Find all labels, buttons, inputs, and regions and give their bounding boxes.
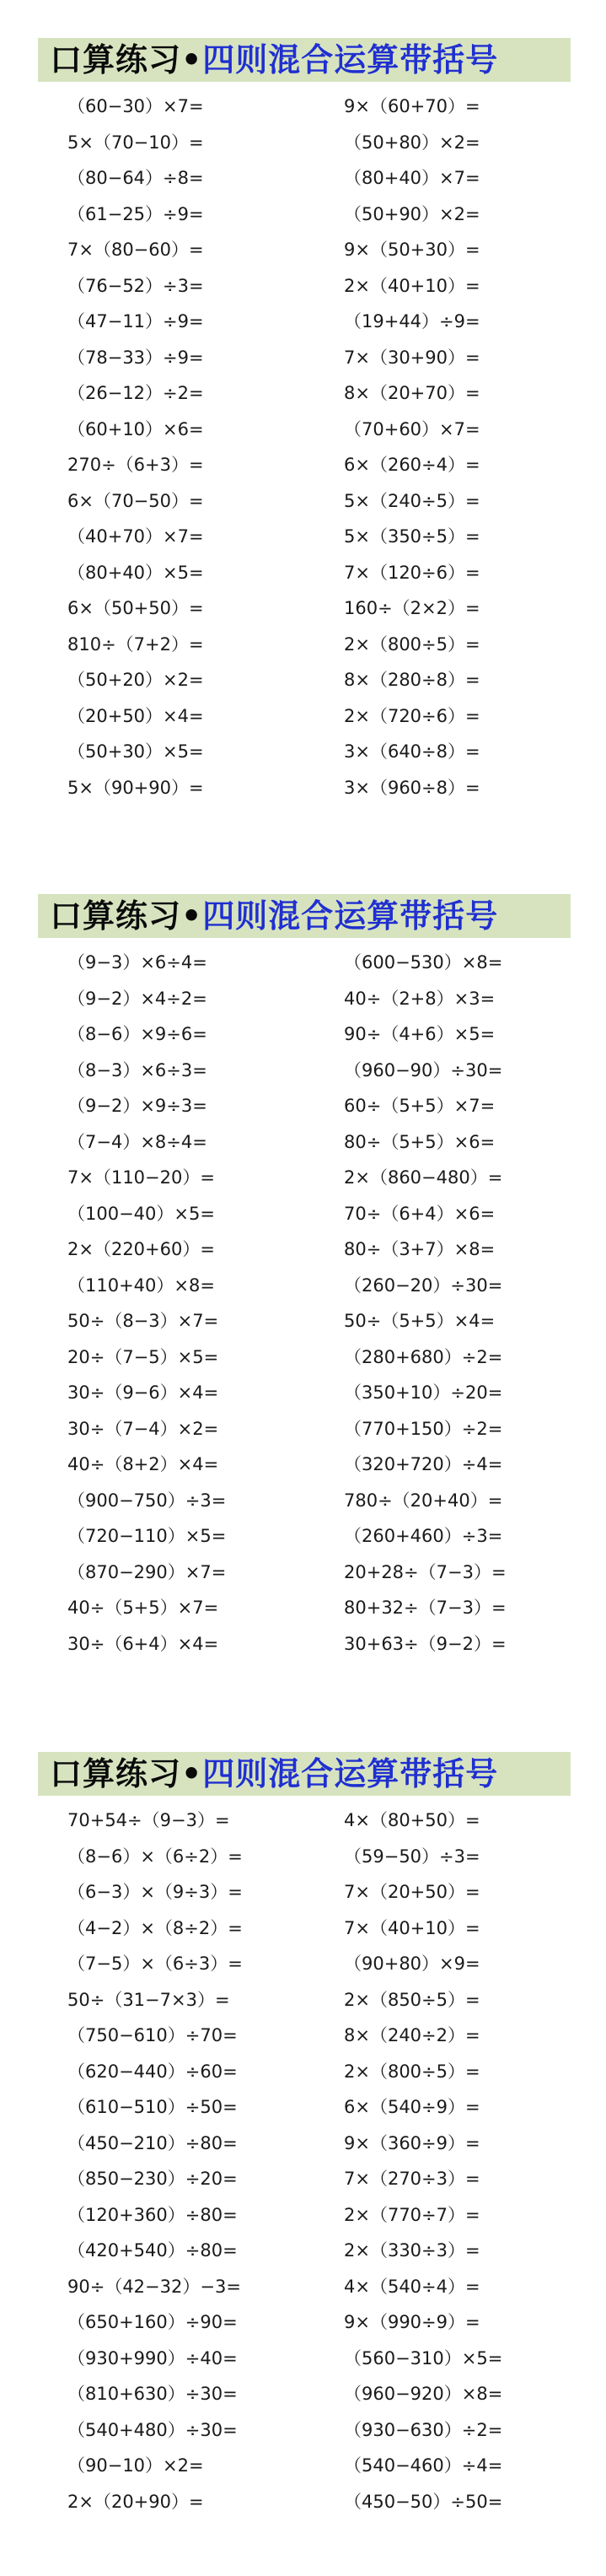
problem-right: 7×（30+90）= bbox=[344, 347, 480, 368]
problem-left: （90−10）×2= bbox=[67, 2455, 204, 2476]
problem-row bbox=[0, 1129, 606, 1166]
problem-left: （9−3）×6÷4= bbox=[67, 952, 207, 973]
problem-row bbox=[0, 237, 606, 273]
problem-right: 4×（540÷4）= bbox=[344, 2276, 480, 2297]
problem-left: 40÷（5+5）×7= bbox=[67, 1598, 219, 1618]
problem-row bbox=[0, 1879, 606, 1916]
section-title bbox=[38, 1752, 498, 1796]
problem-left: （850−230）÷20= bbox=[67, 2169, 238, 2189]
problem-right: 9×（360÷9）= bbox=[344, 2132, 480, 2153]
problem-row bbox=[0, 452, 606, 488]
problem-right: 780÷（20+40）= bbox=[344, 1490, 503, 1511]
problem-row bbox=[0, 524, 606, 560]
problem-row bbox=[0, 2489, 606, 2525]
problem-left: 30÷（6+4）×4= bbox=[67, 1633, 219, 1654]
title-part-topic: 四则混合运算带括号 bbox=[202, 897, 499, 935]
problem-left: 2×（20+90）= bbox=[67, 2491, 204, 2512]
problem-right: （50+80）×2= bbox=[344, 132, 480, 153]
problem-list bbox=[0, 950, 606, 1667]
problem-row bbox=[0, 273, 606, 310]
problem-right: 2×（800÷5）= bbox=[344, 2061, 480, 2082]
problem-row bbox=[0, 595, 606, 632]
problem-row bbox=[0, 488, 606, 525]
problem-row bbox=[0, 1416, 606, 1452]
problem-right: 80÷（3+7）×8= bbox=[344, 1239, 496, 1259]
problem-right: （59−50）÷3= bbox=[344, 1846, 480, 1867]
problem-left: （40+70）×7= bbox=[67, 526, 204, 547]
problem-row bbox=[0, 380, 606, 417]
problem-right: 8×（20+70）= bbox=[344, 383, 480, 403]
problem-right: 60÷（5+5）×7= bbox=[344, 1096, 496, 1116]
problem-right: 90÷（4+6）×5= bbox=[344, 1024, 496, 1044]
problem-right: （450−50）÷50= bbox=[344, 2491, 503, 2512]
problem-right: （540−460）÷4= bbox=[344, 2455, 503, 2476]
problem-row bbox=[0, 1844, 606, 1880]
section-title-banner bbox=[38, 1752, 571, 1796]
problem-left: （930+990）÷40= bbox=[67, 2347, 238, 2369]
problem-row bbox=[0, 1452, 606, 1488]
problem-row bbox=[0, 739, 606, 775]
problem-row bbox=[0, 667, 606, 703]
problem-right: 40÷（2+8）×3= bbox=[344, 988, 496, 1009]
problem-row bbox=[0, 2023, 606, 2059]
problem-row bbox=[0, 1058, 606, 1094]
problem-right: 160÷（2×2）= bbox=[344, 598, 480, 618]
problem-left: 5×（90+90）= bbox=[67, 777, 204, 798]
problem-row bbox=[0, 1380, 606, 1416]
problem-left: 90÷（42−32）−3= bbox=[67, 2276, 241, 2297]
problem-right: （960−920）×8= bbox=[344, 2384, 503, 2404]
problem-row bbox=[0, 1165, 606, 1201]
problem-right: （560−310）×5= bbox=[344, 2347, 503, 2369]
problem-right: 3×（640÷8）= bbox=[344, 741, 480, 762]
problem-right: （350+10）÷20= bbox=[344, 1382, 503, 1403]
problem-right: 2×（720÷6）= bbox=[344, 705, 480, 726]
problem-left: 20÷（7−5）×5= bbox=[67, 1346, 219, 1367]
problem-left: （60+10）×6= bbox=[67, 418, 204, 439]
problem-left: （26−12）÷2= bbox=[67, 383, 204, 403]
problem-row bbox=[0, 202, 606, 238]
problem-left: （720−110）×5= bbox=[67, 1526, 227, 1546]
problem-left: （420+540）÷80= bbox=[67, 2240, 238, 2261]
problem-row bbox=[0, 2309, 606, 2346]
problem-right: 3×（960÷8）= bbox=[344, 777, 480, 798]
problem-left: 810÷（7+2）= bbox=[67, 633, 204, 655]
problem-right: （19+44）÷9= bbox=[344, 311, 480, 331]
problem-right: 8×（280÷8）= bbox=[344, 670, 480, 690]
problem-left: （7−4）×8÷4= bbox=[67, 1131, 207, 1152]
problem-row bbox=[0, 1560, 606, 1596]
problem-row bbox=[0, 1987, 606, 2024]
problem-left: （450−210）÷80= bbox=[67, 2132, 238, 2153]
problem-right: 20+28÷（7−3）= bbox=[344, 1561, 507, 1582]
problem-left: 50÷（31−7×3）= bbox=[67, 1989, 230, 2010]
problem-list bbox=[0, 94, 606, 811]
problem-left: 30÷（9−6）×4= bbox=[67, 1382, 219, 1403]
problem-left: （620−440）÷60= bbox=[67, 2061, 238, 2082]
problem-left: （650+160）÷90= bbox=[67, 2312, 238, 2332]
problem-row bbox=[0, 1308, 606, 1345]
title-part-topic: 四则混合运算带括号 bbox=[202, 41, 499, 78]
problem-left: （50+30）×5= bbox=[67, 741, 204, 762]
problem-left: （4−2）×（8÷2）= bbox=[67, 1917, 243, 1938]
section-title bbox=[38, 38, 498, 82]
problem-right: 9×（50+30）= bbox=[344, 240, 480, 260]
problem-right: 8×（240÷2）= bbox=[344, 2025, 480, 2045]
problem-row bbox=[0, 309, 606, 345]
problem-left: （7−5）×（6÷3）= bbox=[67, 1954, 243, 1974]
problem-left: 7×（80−60）= bbox=[67, 240, 204, 260]
problem-left: （6−3）×（9÷3）= bbox=[67, 1882, 243, 1902]
problem-row bbox=[0, 2274, 606, 2310]
problem-right: （600−530）×8= bbox=[344, 952, 503, 973]
problem-row bbox=[0, 165, 606, 202]
problem-row bbox=[0, 2059, 606, 2095]
problem-right: （70+60）×7= bbox=[344, 418, 480, 439]
problem-left: （750−610）÷70= bbox=[67, 2025, 238, 2045]
problem-left: （610−510）÷50= bbox=[67, 2097, 238, 2117]
problem-row bbox=[0, 1237, 606, 1273]
problem-left: （110+40）×8= bbox=[67, 1275, 215, 1296]
problem-right: 30+63÷（9−2）= bbox=[344, 1633, 507, 1654]
problem-left: （60−30）×7= bbox=[67, 96, 204, 116]
problem-right: 70÷（6+4）×6= bbox=[344, 1203, 496, 1224]
problem-row bbox=[0, 1488, 606, 1524]
problem-left: （80+40）×5= bbox=[67, 562, 204, 583]
problem-row bbox=[0, 2381, 606, 2417]
section-title-banner bbox=[38, 38, 571, 82]
problem-left: （9−2）×9÷3= bbox=[67, 1096, 207, 1116]
problem-row bbox=[0, 345, 606, 381]
problem-right: 2×（330÷3）= bbox=[344, 2240, 480, 2261]
problem-left: （870−290）×7= bbox=[67, 1561, 227, 1582]
problem-row bbox=[0, 1273, 606, 1309]
problem-left: 30÷（7−4）×2= bbox=[67, 1418, 219, 1439]
problem-row bbox=[0, 775, 606, 811]
problem-left: 6×（50+50）= bbox=[67, 598, 204, 618]
title-part-topic: 四则混合运算带括号 bbox=[202, 1755, 499, 1792]
problem-right: （90+80）×9= bbox=[344, 1954, 480, 1974]
problem-row bbox=[0, 1201, 606, 1237]
problem-right: （50+90）×2= bbox=[344, 203, 480, 224]
problem-right: （80+40）×7= bbox=[344, 168, 480, 188]
problem-row bbox=[0, 2417, 606, 2454]
problem-left: （8−6）×（6÷2）= bbox=[67, 1846, 243, 1867]
problem-row bbox=[0, 1021, 606, 1058]
problem-right: （930−630）÷2= bbox=[344, 2419, 503, 2440]
problem-left: （61−25）÷9= bbox=[67, 203, 204, 224]
title-part-practice: 口算练习• bbox=[50, 897, 203, 935]
problem-left: （76−52）÷3= bbox=[67, 275, 204, 296]
problem-left: 50÷（8−3）×7= bbox=[67, 1311, 219, 1331]
problem-list bbox=[0, 1808, 606, 2525]
problem-row bbox=[0, 1345, 606, 1381]
problem-row bbox=[0, 560, 606, 596]
problem-left: （810+630）÷30= bbox=[67, 2384, 238, 2404]
problem-left: （540+480）÷30= bbox=[67, 2419, 238, 2440]
problem-row bbox=[0, 2346, 606, 2382]
problem-right: （960−90）÷30= bbox=[344, 1059, 503, 1081]
section-title bbox=[38, 894, 498, 938]
problem-left: （20+50）×4= bbox=[67, 705, 204, 726]
problem-row bbox=[0, 1093, 606, 1129]
problem-row bbox=[0, 94, 606, 130]
problem-row bbox=[0, 950, 606, 986]
problem-left: （120+360）÷80= bbox=[67, 2204, 238, 2225]
problem-row bbox=[0, 2453, 606, 2489]
problem-right: （280+680）÷2= bbox=[344, 1346, 503, 1367]
problem-row bbox=[0, 986, 606, 1022]
problem-right: 50÷（5+5）×4= bbox=[344, 1311, 496, 1331]
problem-row bbox=[0, 1951, 606, 1987]
problem-right: 5×（350÷5）= bbox=[344, 526, 480, 547]
problem-left: 70+54÷（9−3）= bbox=[67, 1810, 230, 1830]
problem-right: 7×（270÷3）= bbox=[344, 2169, 480, 2189]
problem-row bbox=[0, 1523, 606, 1560]
problem-row bbox=[0, 2094, 606, 2131]
problem-right: 2×（800÷5）= bbox=[344, 633, 480, 655]
problem-left: （50+20）×2= bbox=[67, 670, 204, 690]
problem-row bbox=[0, 2131, 606, 2167]
problem-left: （78−33）÷9= bbox=[67, 347, 204, 368]
problem-right: 7×（120÷6）= bbox=[344, 562, 480, 583]
problem-right: 80÷（5+5）×6= bbox=[344, 1131, 496, 1152]
problem-right: 7×（40+10）= bbox=[344, 1917, 480, 1938]
problem-row bbox=[0, 632, 606, 668]
problem-left: （47−11）÷9= bbox=[67, 311, 204, 331]
problem-right: 9×（990÷9）= bbox=[344, 2312, 480, 2332]
problem-left: （80−64）÷8= bbox=[67, 168, 204, 188]
problem-left: （100−40）×5= bbox=[67, 1203, 215, 1224]
problem-right: （260+460）÷3= bbox=[344, 1526, 503, 1546]
problem-right: 6×（260÷4）= bbox=[344, 455, 480, 475]
problem-row bbox=[0, 417, 606, 453]
problem-right: 7×（20+50）= bbox=[344, 1882, 480, 1902]
problem-left: 6×（70−50）= bbox=[67, 490, 204, 511]
problem-left: 40÷（8+2）×4= bbox=[67, 1454, 219, 1474]
problem-row bbox=[0, 1808, 606, 1844]
problem-right: 2×（850÷5）= bbox=[344, 1989, 480, 2010]
problem-row bbox=[0, 1595, 606, 1631]
problem-row bbox=[0, 1916, 606, 1952]
problem-row bbox=[0, 130, 606, 166]
problem-right: 2×（770÷7）= bbox=[344, 2204, 480, 2225]
problem-right: 6×（540÷9）= bbox=[344, 2097, 480, 2117]
problem-right: 5×（240÷5）= bbox=[344, 490, 480, 511]
problem-left: （9−2）×4÷2= bbox=[67, 988, 207, 1009]
problem-right: （320+720）÷4= bbox=[344, 1454, 503, 1474]
problem-right: 4×（80+50）= bbox=[344, 1810, 480, 1830]
problem-right: 2×（40+10）= bbox=[344, 275, 480, 296]
section-title-banner bbox=[38, 894, 571, 938]
problem-left: （8−6）×9÷6= bbox=[67, 1024, 207, 1044]
problem-left: 270÷（6+3）= bbox=[67, 455, 204, 475]
title-part-practice: 口算练习• bbox=[50, 1755, 203, 1792]
problem-right: （260−20）÷30= bbox=[344, 1275, 503, 1296]
problem-left: （8−3）×6÷3= bbox=[67, 1059, 207, 1081]
problem-left: 2×（220+60）= bbox=[67, 1239, 215, 1259]
problem-left: （900−750）÷3= bbox=[67, 1490, 227, 1511]
problem-row bbox=[0, 703, 606, 740]
problem-right: （770+150）÷2= bbox=[344, 1418, 503, 1439]
problem-right: 80+32÷（7−3）= bbox=[344, 1598, 507, 1618]
problem-right: 9×（60+70）= bbox=[344, 96, 480, 116]
problem-row bbox=[0, 2166, 606, 2202]
problem-left: 5×（70−10）= bbox=[67, 132, 204, 153]
problem-right: 2×（860−480）= bbox=[344, 1167, 503, 1188]
title-part-practice: 口算练习• bbox=[50, 41, 203, 78]
problem-row bbox=[0, 1631, 606, 1668]
problem-row bbox=[0, 2202, 606, 2239]
problem-row bbox=[0, 2238, 606, 2274]
problem-left: 7×（110−20）= bbox=[67, 1167, 215, 1188]
